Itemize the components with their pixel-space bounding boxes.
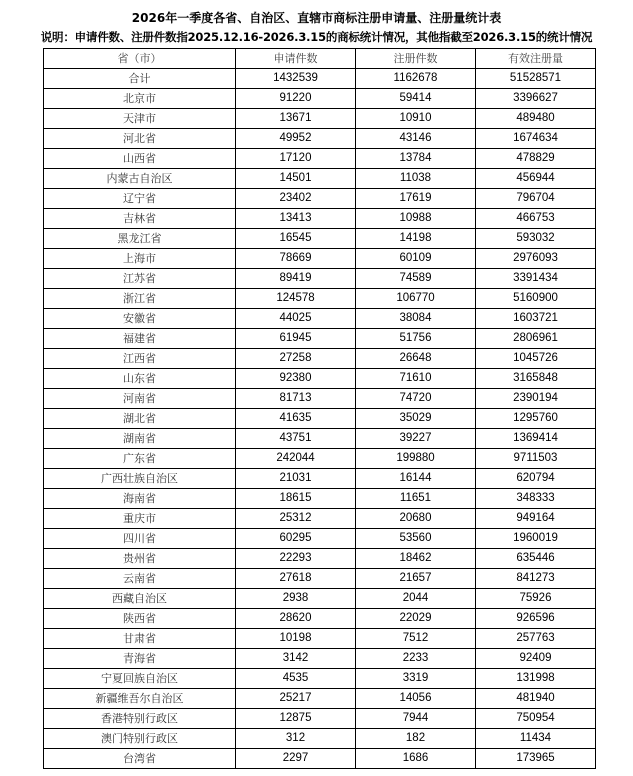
cell-applications: 16545 — [236, 229, 356, 249]
cell-applications: 41635 — [236, 409, 356, 429]
cell-applications: 43751 — [236, 429, 356, 449]
cell-valid-registrations: 2390194 — [476, 389, 596, 409]
cell-valid-registrations: 489480 — [476, 109, 596, 129]
cell-registrations: 2044 — [356, 589, 476, 609]
cell-valid-registrations: 51528571 — [476, 69, 596, 89]
table-row — [44, 629, 596, 649]
table-row — [44, 289, 596, 309]
table-row — [44, 189, 596, 209]
cell-province: 天津市 — [44, 109, 236, 129]
cell-registrations: 7512 — [356, 629, 476, 649]
table-row — [44, 249, 596, 269]
cell-valid-registrations: 2976093 — [476, 249, 596, 269]
cell-province: 宁夏回族自治区 — [44, 669, 236, 689]
cell-valid-registrations: 1674634 — [476, 129, 596, 149]
cell-registrations: 51756 — [356, 329, 476, 349]
table-row — [44, 429, 596, 449]
cell-registrations: 35029 — [356, 409, 476, 429]
table-row — [44, 349, 596, 369]
cell-applications: 89419 — [236, 269, 356, 289]
cell-valid-registrations: 75926 — [476, 589, 596, 609]
cell-valid-registrations: 620794 — [476, 469, 596, 489]
table-row — [44, 149, 596, 169]
table-row — [44, 569, 596, 589]
cell-registrations: 20680 — [356, 509, 476, 529]
table-row — [44, 329, 596, 349]
cell-applications: 18615 — [236, 489, 356, 509]
table-row — [44, 89, 596, 109]
header-registrations: 注册件数 — [356, 49, 476, 69]
cell-applications: 92380 — [236, 369, 356, 389]
cell-registrations: 1162678 — [356, 69, 476, 89]
cell-registrations: 74720 — [356, 389, 476, 409]
cell-valid-registrations: 796704 — [476, 189, 596, 209]
cell-province: 北京市 — [44, 89, 236, 109]
cell-valid-registrations: 348333 — [476, 489, 596, 509]
cell-applications: 124578 — [236, 289, 356, 309]
cell-applications: 22293 — [236, 549, 356, 569]
cell-valid-registrations: 635446 — [476, 549, 596, 569]
cell-valid-registrations: 1603721 — [476, 309, 596, 329]
cell-applications: 81713 — [236, 389, 356, 409]
cell-registrations: 182 — [356, 729, 476, 749]
cell-applications: 242044 — [236, 449, 356, 469]
cell-province: 合计 — [44, 69, 236, 89]
cell-registrations: 21657 — [356, 569, 476, 589]
header-applications: 申请件数 — [236, 49, 356, 69]
cell-registrations: 11038 — [356, 169, 476, 189]
cell-applications: 28620 — [236, 609, 356, 629]
cell-registrations: 199880 — [356, 449, 476, 469]
table-header-row — [44, 49, 596, 69]
cell-registrations: 39227 — [356, 429, 476, 449]
table-row — [44, 369, 596, 389]
cell-valid-registrations: 593032 — [476, 229, 596, 249]
cell-applications: 13671 — [236, 109, 356, 129]
cell-registrations: 38084 — [356, 309, 476, 329]
table-row — [44, 609, 596, 629]
cell-province: 广东省 — [44, 449, 236, 469]
cell-province: 辽宁省 — [44, 189, 236, 209]
cell-registrations: 11651 — [356, 489, 476, 509]
cell-province: 江苏省 — [44, 269, 236, 289]
cell-registrations: 14198 — [356, 229, 476, 249]
cell-valid-registrations: 131998 — [476, 669, 596, 689]
cell-applications: 17120 — [236, 149, 356, 169]
cell-province: 重庆市 — [44, 509, 236, 529]
cell-applications: 91220 — [236, 89, 356, 109]
cell-registrations: 17619 — [356, 189, 476, 209]
cell-registrations: 71610 — [356, 369, 476, 389]
cell-applications: 10198 — [236, 629, 356, 649]
cell-applications: 49952 — [236, 129, 356, 149]
cell-province: 云南省 — [44, 569, 236, 589]
cell-province: 黑龙江省 — [44, 229, 236, 249]
cell-applications: 1432539 — [236, 69, 356, 89]
document-title: 2026年一季度各省、自治区、直辖市商标注册申请量、注册量统计表 — [131, 11, 502, 25]
header-province: 省（市） — [44, 49, 236, 69]
cell-registrations: 106770 — [356, 289, 476, 309]
table-row — [44, 229, 596, 249]
cell-registrations: 10910 — [356, 109, 476, 129]
cell-registrations: 18462 — [356, 549, 476, 569]
cell-province: 湖北省 — [44, 409, 236, 429]
cell-applications: 21031 — [236, 469, 356, 489]
table-row — [44, 469, 596, 489]
cell-province: 江西省 — [44, 349, 236, 369]
cell-applications: 25217 — [236, 689, 356, 709]
cell-applications: 4535 — [236, 669, 356, 689]
table-row — [44, 269, 596, 289]
cell-valid-registrations: 750954 — [476, 709, 596, 729]
table-row — [44, 649, 596, 669]
cell-valid-registrations: 9711503 — [476, 449, 596, 469]
cell-registrations: 16144 — [356, 469, 476, 489]
cell-registrations: 53560 — [356, 529, 476, 549]
cell-registrations: 2233 — [356, 649, 476, 669]
cell-registrations: 13784 — [356, 149, 476, 169]
cell-valid-registrations: 92409 — [476, 649, 596, 669]
cell-valid-registrations: 949164 — [476, 509, 596, 529]
table-row — [44, 129, 596, 149]
table-row — [44, 69, 596, 89]
cell-applications: 27618 — [236, 569, 356, 589]
cell-registrations: 60109 — [356, 249, 476, 269]
cell-valid-registrations: 2806961 — [476, 329, 596, 349]
cell-province: 贵州省 — [44, 549, 236, 569]
cell-applications: 14501 — [236, 169, 356, 189]
cell-province: 吉林省 — [44, 209, 236, 229]
cell-valid-registrations: 11434 — [476, 729, 596, 749]
cell-valid-registrations: 456944 — [476, 169, 596, 189]
table-row — [44, 549, 596, 569]
cell-province: 福建省 — [44, 329, 236, 349]
table-row — [44, 309, 596, 329]
cell-province: 台湾省 — [44, 749, 236, 769]
cell-applications: 12875 — [236, 709, 356, 729]
table-row — [44, 209, 596, 229]
cell-valid-registrations: 1960019 — [476, 529, 596, 549]
table-row — [44, 389, 596, 409]
cell-province: 内蒙古自治区 — [44, 169, 236, 189]
cell-valid-registrations: 3396627 — [476, 89, 596, 109]
cell-registrations: 59414 — [356, 89, 476, 109]
table-row — [44, 509, 596, 529]
cell-applications: 3142 — [236, 649, 356, 669]
cell-province: 青海省 — [44, 649, 236, 669]
cell-province: 浙江省 — [44, 289, 236, 309]
table-row — [44, 689, 596, 709]
cell-valid-registrations: 3391434 — [476, 269, 596, 289]
cell-applications: 25312 — [236, 509, 356, 529]
cell-applications: 61945 — [236, 329, 356, 349]
table-row — [44, 489, 596, 509]
cell-applications: 2938 — [236, 589, 356, 609]
cell-registrations: 1686 — [356, 749, 476, 769]
table-row — [44, 749, 596, 769]
cell-valid-registrations: 257763 — [476, 629, 596, 649]
cell-province: 甘肃省 — [44, 629, 236, 649]
cell-valid-registrations: 841273 — [476, 569, 596, 589]
cell-registrations: 10988 — [356, 209, 476, 229]
cell-valid-registrations: 1045726 — [476, 349, 596, 369]
table-row — [44, 729, 596, 749]
cell-valid-registrations: 1369414 — [476, 429, 596, 449]
table-row — [44, 169, 596, 189]
cell-province: 湖南省 — [44, 429, 236, 449]
cell-valid-registrations: 3165848 — [476, 369, 596, 389]
cell-applications: 27258 — [236, 349, 356, 369]
table-row — [44, 109, 596, 129]
cell-province: 上海市 — [44, 249, 236, 269]
cell-registrations: 43146 — [356, 129, 476, 149]
cell-province: 海南省 — [44, 489, 236, 509]
cell-valid-registrations: 5160900 — [476, 289, 596, 309]
cell-registrations: 26648 — [356, 349, 476, 369]
document-subtitle: 说明：申请件数、注册件数指2025.12.16-2026.3.15的商标统计情况，其他指截至2026.3.15的统计情况 — [40, 30, 593, 44]
cell-province: 河北省 — [44, 129, 236, 149]
cell-applications: 2297 — [236, 749, 356, 769]
cell-applications: 44025 — [236, 309, 356, 329]
cell-province: 陕西省 — [44, 609, 236, 629]
cell-province: 河南省 — [44, 389, 236, 409]
cell-applications: 23402 — [236, 189, 356, 209]
table-row — [44, 409, 596, 429]
cell-province: 香港特别行政区 — [44, 709, 236, 729]
cell-province: 新疆维吾尔自治区 — [44, 689, 236, 709]
table-row — [44, 529, 596, 549]
table-row — [44, 449, 596, 469]
cell-registrations: 14056 — [356, 689, 476, 709]
cell-applications: 312 — [236, 729, 356, 749]
cell-valid-registrations: 1295760 — [476, 409, 596, 429]
table-row — [44, 669, 596, 689]
cell-province: 澳门特别行政区 — [44, 729, 236, 749]
cell-applications: 60295 — [236, 529, 356, 549]
cell-province: 西藏自治区 — [44, 589, 236, 609]
cell-province: 山西省 — [44, 149, 236, 169]
cell-applications: 13413 — [236, 209, 356, 229]
cell-valid-registrations: 478829 — [476, 149, 596, 169]
cell-registrations: 3319 — [356, 669, 476, 689]
cell-valid-registrations: 926596 — [476, 609, 596, 629]
table-row — [44, 709, 596, 729]
statistics-table — [43, 48, 596, 769]
cell-applications: 78669 — [236, 249, 356, 269]
cell-province: 山东省 — [44, 369, 236, 389]
header-valid-registrations: 有效注册量 — [476, 49, 596, 69]
cell-province: 四川省 — [44, 529, 236, 549]
cell-registrations: 74589 — [356, 269, 476, 289]
cell-valid-registrations: 481940 — [476, 689, 596, 709]
cell-registrations: 7944 — [356, 709, 476, 729]
cell-province: 安徽省 — [44, 309, 236, 329]
table-row — [44, 589, 596, 609]
cell-valid-registrations: 173965 — [476, 749, 596, 769]
cell-valid-registrations: 466753 — [476, 209, 596, 229]
cell-registrations: 22029 — [356, 609, 476, 629]
cell-province: 广西壮族自治区 — [44, 469, 236, 489]
